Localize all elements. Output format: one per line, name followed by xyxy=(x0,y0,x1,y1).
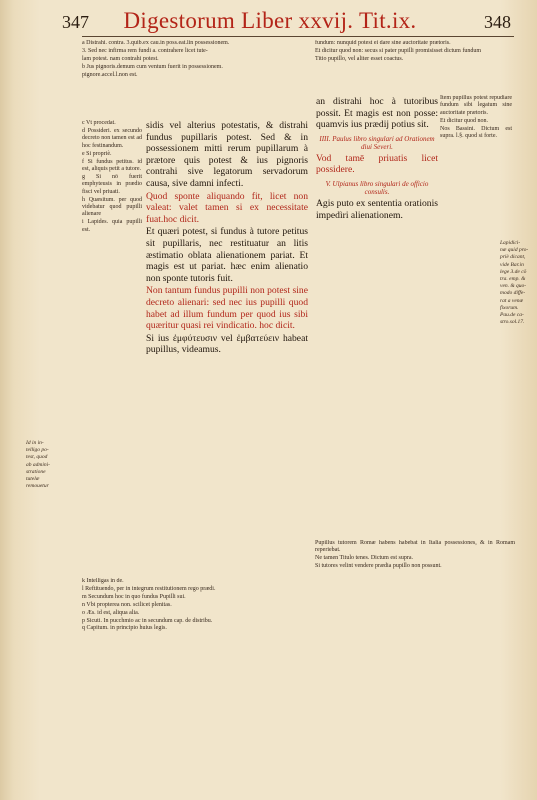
margin-line: lege 3.de cō xyxy=(500,268,527,275)
gloss-line: fundum: nunquid potest ei dare sine auctoritate prætoris. xyxy=(315,40,451,46)
gloss-line: g Si nō fuerit emphyteusis in prædio fisci vel priuati. xyxy=(82,173,142,195)
rubric: IIII. Paulus libro singulari ad Orationem diui Severi. xyxy=(319,134,435,151)
rubric: V. Ulpianus libro singulari de officio consulis. xyxy=(325,179,429,196)
gloss-line: Si tutores velint vendere prædia pupillo non possunt. xyxy=(315,563,442,570)
margin-note-left xyxy=(26,440,74,490)
text-paragraph: Si ius ἐμφύτευσιν vel ἐμβατεύειν habeat pupillus, videamus. xyxy=(146,332,308,356)
summary-red: Non tantum fundus pupilli non potest sine decreto alienari: sed nec ius pupilli quod habet ad illum fundum per quod ius sibi quæritur quasi rei vindicatio. hoc dicit. xyxy=(146,285,308,332)
gloss-line: pignore.accel.l.non est. xyxy=(82,71,138,78)
gloss-line: k Intelligas in de. xyxy=(82,578,124,584)
gloss-line: h Quæsitum. per quod videbatur quod pupilli alienare xyxy=(82,196,142,218)
margin-line: fixorum. xyxy=(500,304,519,311)
gloss-top-left xyxy=(82,40,312,118)
margin-line: tutelæ xyxy=(26,476,40,483)
margin-line: stratione xyxy=(26,468,46,475)
header-rule xyxy=(82,36,514,37)
summary-red: Vod tamē priuatis licet possidere. xyxy=(316,152,438,176)
gloss-line: Et dicitur quod non: secus si pater pupilli promisisset dictum fundum xyxy=(315,47,481,54)
gloss-line: o Æs. id est, aliqua alia. xyxy=(82,609,140,616)
page-number-right: 348 xyxy=(484,12,511,32)
gloss-line: Et dicitur quod non. xyxy=(440,117,488,124)
margin-line: tra. emp. & xyxy=(500,276,526,283)
main-text-right xyxy=(316,96,438,536)
gloss-line: Nos Bassini. Dictum est supra. l.§. quod si forte. xyxy=(440,125,512,140)
margin-line: rat a venæ xyxy=(500,297,524,304)
gloss-line: l Reftituendo, per in integrum restitutionem rego prædi. xyxy=(82,585,216,592)
text-paragraph: Agis puto ex sententia orationis impedìri alienationem. xyxy=(316,197,438,221)
margin-line: Lapidici- xyxy=(500,240,521,246)
margin-line: ab admini- xyxy=(26,461,50,468)
page-number-left: 347 xyxy=(62,12,89,32)
gloss-line: Ne tamen Titulo tenes. Dictum est supra. xyxy=(315,555,413,562)
gloss-line: Pupillus tutorem Romæ habens habebat in Italia possessiones, & in Romam reperiebat. xyxy=(315,540,515,554)
gloss-line: p Sicuti. In pucchmio ac in secundum cap. de distribu. xyxy=(82,617,213,624)
text-paragraph: sidis vel alterius potestatis, & distrahi fundus pupillaris potest. Sed & in possessionem mitti rerum pupillarum à prætore quis potest & ius pignoris contrahi sive legatorum servadorum causa, sive damni infecti. xyxy=(146,120,308,189)
margin-line: stro.sol.17. xyxy=(500,319,525,326)
text-paragraph: an distrahi hoc à tutoribus possit. Et magis est non posse: quamvis ius prædij potius sit. xyxy=(316,96,438,131)
gloss-line: b Jus pignoris.demum cum ventum fuerit in possessionem. xyxy=(82,63,223,70)
margin-line: Pau.de ca- xyxy=(500,312,524,319)
main-text-left xyxy=(146,120,308,570)
gloss-line: n Vbi propterea non. scilicet plenitas. xyxy=(82,601,172,608)
summary-red: Quod sponte aliquando fit, licet non valeat: valet tamen si ex necessitate fuat.hoc dicit. xyxy=(146,190,308,225)
margin-line: priè dicant, xyxy=(500,254,526,261)
margin-line: telligo po- xyxy=(26,447,49,454)
margin-line: modo diffe- xyxy=(500,290,526,297)
gloss-top-right xyxy=(315,40,515,95)
margin-line: vide Bar.in xyxy=(500,261,524,268)
text-paragraph: Et quæri potest, si fundus à tutore petitus sit pupillaris, nec restituatur an litis æstimatio oblata alienationem pariat. Et magis est ut pariat. hæc enim alienatio non sponte tutoris fuit. xyxy=(146,226,308,284)
margin-line: remouetur xyxy=(26,483,49,490)
margin-line: test, quod xyxy=(26,454,48,461)
gloss-line: 3. Sed nec infirma rem fundi a. contrahere licet tute- xyxy=(82,47,208,54)
gloss-line: m Secundum hoc in quo fundus Pupilli sui. xyxy=(82,593,186,600)
margin-note-right xyxy=(500,240,536,326)
margin-line: ven. & quo- xyxy=(500,283,527,290)
gloss-bottom-right xyxy=(315,540,515,783)
gloss-line: e Si propriè. xyxy=(82,150,112,157)
gloss-line: i Lapides. quia pupilli est. xyxy=(82,219,142,233)
running-title: Digestorum Liber xxvij. Tit.ix. xyxy=(123,8,417,33)
gloss-bottom-left xyxy=(82,578,315,783)
gloss-column-left xyxy=(82,120,142,575)
gloss-line: Item pupillus potest repudiare fundum sibi legatum sine auctoritate prætoris. xyxy=(440,95,512,116)
margin-line: næ quid pro- xyxy=(500,247,529,254)
gloss-line: Titio pupillo, vel aliter esset coactus. xyxy=(315,55,404,62)
gloss-line: q Capitum. in principio huius legis. xyxy=(82,625,167,632)
gloss-line: c Vt procedat. xyxy=(82,120,116,126)
gloss-line: d Possideri. ex secundo decreto non tamen est ad hoc festinandum. xyxy=(82,127,142,149)
gloss-line: lam potest. nam contrahi potest. xyxy=(82,55,159,62)
page-header xyxy=(0,6,537,36)
gloss-line: a Distrahi. contra. 3.quib.ex cau.in poss.eat.lin possessionem. xyxy=(82,40,230,46)
margin-line: Id in in- xyxy=(26,440,44,446)
gloss-line: f Si fundus petitus. id est, aliquis petit a tutore. xyxy=(82,158,142,172)
